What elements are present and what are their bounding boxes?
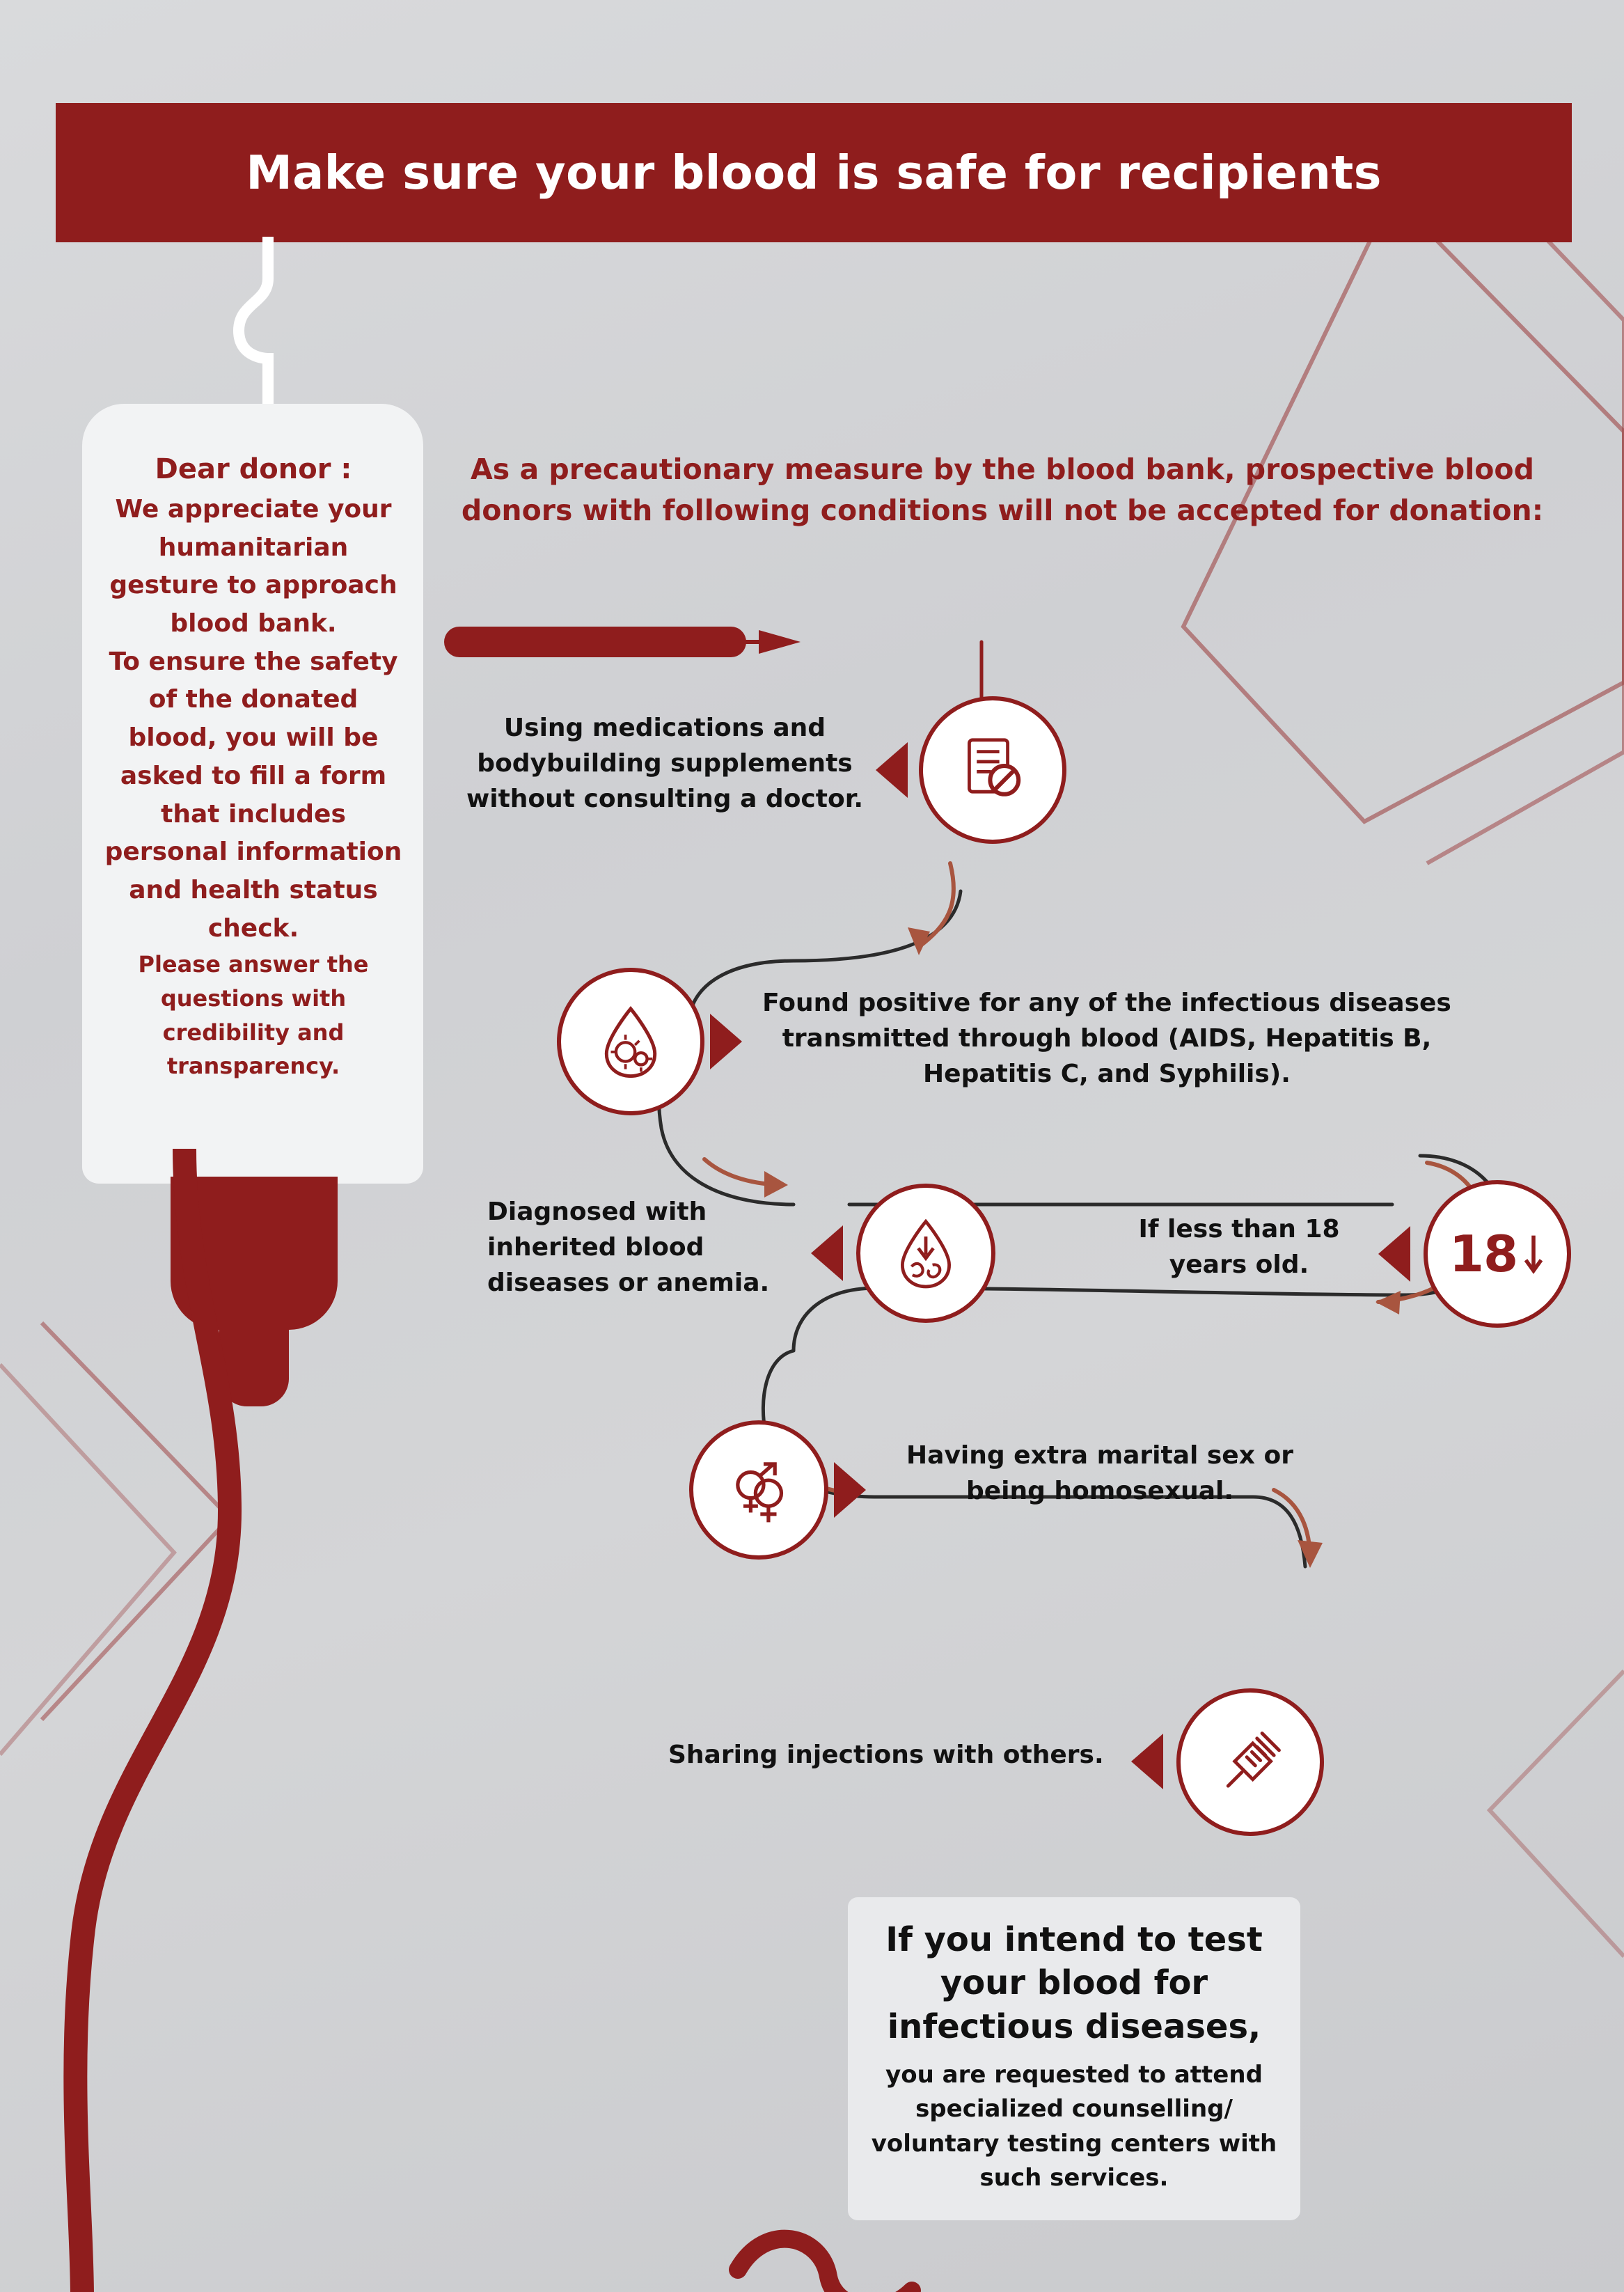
condition-label-medications: Using medications and bodybuilding supplements without consulting a doctor. xyxy=(466,714,864,814)
blood-bag-graphic xyxy=(70,230,432,1483)
blood-drop-down-arrow-icon xyxy=(884,1211,968,1295)
age-badge-value: 18 xyxy=(1449,1225,1518,1283)
donor-note-line1: Dear donor : xyxy=(155,453,352,485)
pointer-age xyxy=(1378,1226,1410,1282)
condition-label-inherited: Diagnosed with inherited blood diseases or anemia. xyxy=(487,1198,770,1298)
donor-note xyxy=(89,432,418,1170)
blood-drop-virus-icon xyxy=(588,998,674,1085)
pointer-sexual xyxy=(834,1462,866,1518)
syringe-icon xyxy=(1208,1720,1293,1805)
condition-label-sexual: Having extra marital sex or being homosexual. xyxy=(906,1441,1293,1506)
donor-note-line3: To ensure the safety of the donated blood, you will be asked to fill a form that includes personal information and health status check. xyxy=(104,647,402,943)
pointer-inherited xyxy=(811,1225,843,1281)
condition-icon-sexual xyxy=(689,1420,828,1560)
blood-bag-neck xyxy=(171,1177,338,1330)
bag-hook-icon xyxy=(226,237,310,411)
footer-headline: If you intend to test your blood for infectious diseases, xyxy=(885,1920,1263,2046)
condition-icon-infectious xyxy=(557,968,704,1115)
document-prohibited-icon xyxy=(951,728,1034,812)
footer-callout xyxy=(848,1897,1300,2220)
down-arrow-icon xyxy=(1522,1231,1545,1277)
condition-label-infectious: Found positive for any of the infectious diseases transmitted through blood (AIDS, Hepatitis B, Hepatitis C, and Syphilis). xyxy=(762,989,1451,1089)
condition-icon-inherited xyxy=(856,1184,995,1323)
pointer-infectious xyxy=(710,1014,742,1069)
pointer-medications xyxy=(876,742,908,798)
blood-bag-port xyxy=(219,1316,289,1406)
donor-note-line4: Please answer the questions with credibility and transparency. xyxy=(138,951,369,1080)
donor-note-line2: We appreciate your humanitarian gesture to approach blood bank. xyxy=(109,494,397,638)
condition-icon-age xyxy=(1424,1180,1571,1328)
condition-icon-injections xyxy=(1176,1688,1324,1836)
gender-symbols-icon xyxy=(718,1450,799,1530)
header-banner xyxy=(56,103,1572,242)
condition-label-age: If less than 18 years old. xyxy=(1138,1215,1340,1280)
age-18-down-icon xyxy=(1449,1225,1545,1283)
intro-text: As a precautionary measure by the blood bank, prospective blood donors with following conditions will not be accepted for donation: xyxy=(461,453,1544,528)
footer-body: you are requested to attend specialized counselling/ voluntary testing centers with such services. xyxy=(871,2061,1277,2192)
condition-label-injections: Sharing injections with others. xyxy=(668,1741,1104,1769)
pointer-injections xyxy=(1131,1734,1163,1789)
page-title: Make sure your blood is safe for recipients xyxy=(246,146,1382,200)
condition-icon-medications xyxy=(919,696,1066,844)
